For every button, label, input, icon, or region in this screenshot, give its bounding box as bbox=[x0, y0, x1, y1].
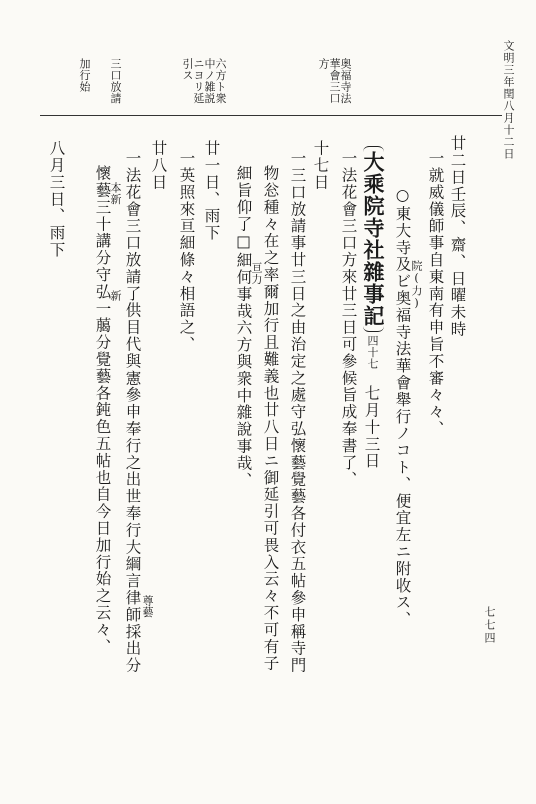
headnote-1: 奥福寺法華會三口方 bbox=[317, 58, 352, 104]
entry-line: 一就威儀師事自東南有申旨不審々々、 bbox=[426, 150, 445, 438]
entry-line: 物忩種々在之率爾加行且難義也廿八日ニ御延引可畏入云々不可有子 bbox=[261, 165, 280, 672]
headnote-5: 加行始 bbox=[78, 58, 91, 93]
entry-line: 一英照來亘細條々相語之、 bbox=[177, 150, 196, 353]
entry-line: 廿二日壬辰、齋、日曜未時 bbox=[448, 135, 467, 338]
date-heading: 八月三日、雨下 bbox=[47, 140, 66, 259]
date-heading: 廿八日 bbox=[149, 140, 168, 191]
entry-line: 一三口放請事廿三日之由治定之處守弘懷藝覺藝各付衣五帖參申稱寺門 bbox=[288, 150, 307, 674]
editor-note: ○東大寺及ビ奥福寺法華會舉行ノコト、便宜左ニ附收ス、 bbox=[393, 186, 412, 628]
headnote-4: 三口放請 bbox=[109, 58, 122, 104]
gloss-note: 尊藝 bbox=[141, 595, 154, 618]
header-rule bbox=[40, 115, 502, 116]
running-title: 文明三年閏八月十二日 bbox=[502, 40, 515, 160]
entry-line: 細旨仰了□細何事哉六方與衆中雜說事哉、 bbox=[234, 165, 253, 489]
gloss-note: 新 bbox=[109, 290, 122, 302]
source-title: 大乘院寺社雜事記 bbox=[363, 146, 384, 332]
gloss-note: 院(力) bbox=[410, 260, 423, 310]
page-number: 七七四 bbox=[483, 606, 496, 645]
entry-line: 一法花會三口放請了供目代與憲參申奉行之出世奉行大綱言律師採出分 bbox=[123, 150, 142, 674]
headnote-2: 六方ト衆中ノ雑説ニヨリ延引ス bbox=[181, 58, 227, 104]
source-volume: 四十七 bbox=[366, 335, 379, 370]
date-heading: 廿一日、雨下 bbox=[202, 140, 221, 242]
gloss-note: 亘力 bbox=[250, 262, 263, 285]
entry-line: 懷藝三十講分守弘一﨟分覺藝各鈍色五帖也自今日加行始之云々、 bbox=[93, 165, 112, 656]
gloss-note: 本新 bbox=[109, 182, 122, 205]
entry-line: 一法花會三口方來廿三日可參候旨成奉書了、 bbox=[339, 150, 358, 488]
date-heading: 十七日 bbox=[311, 140, 330, 191]
source-date: 七月十三日 bbox=[362, 385, 381, 470]
